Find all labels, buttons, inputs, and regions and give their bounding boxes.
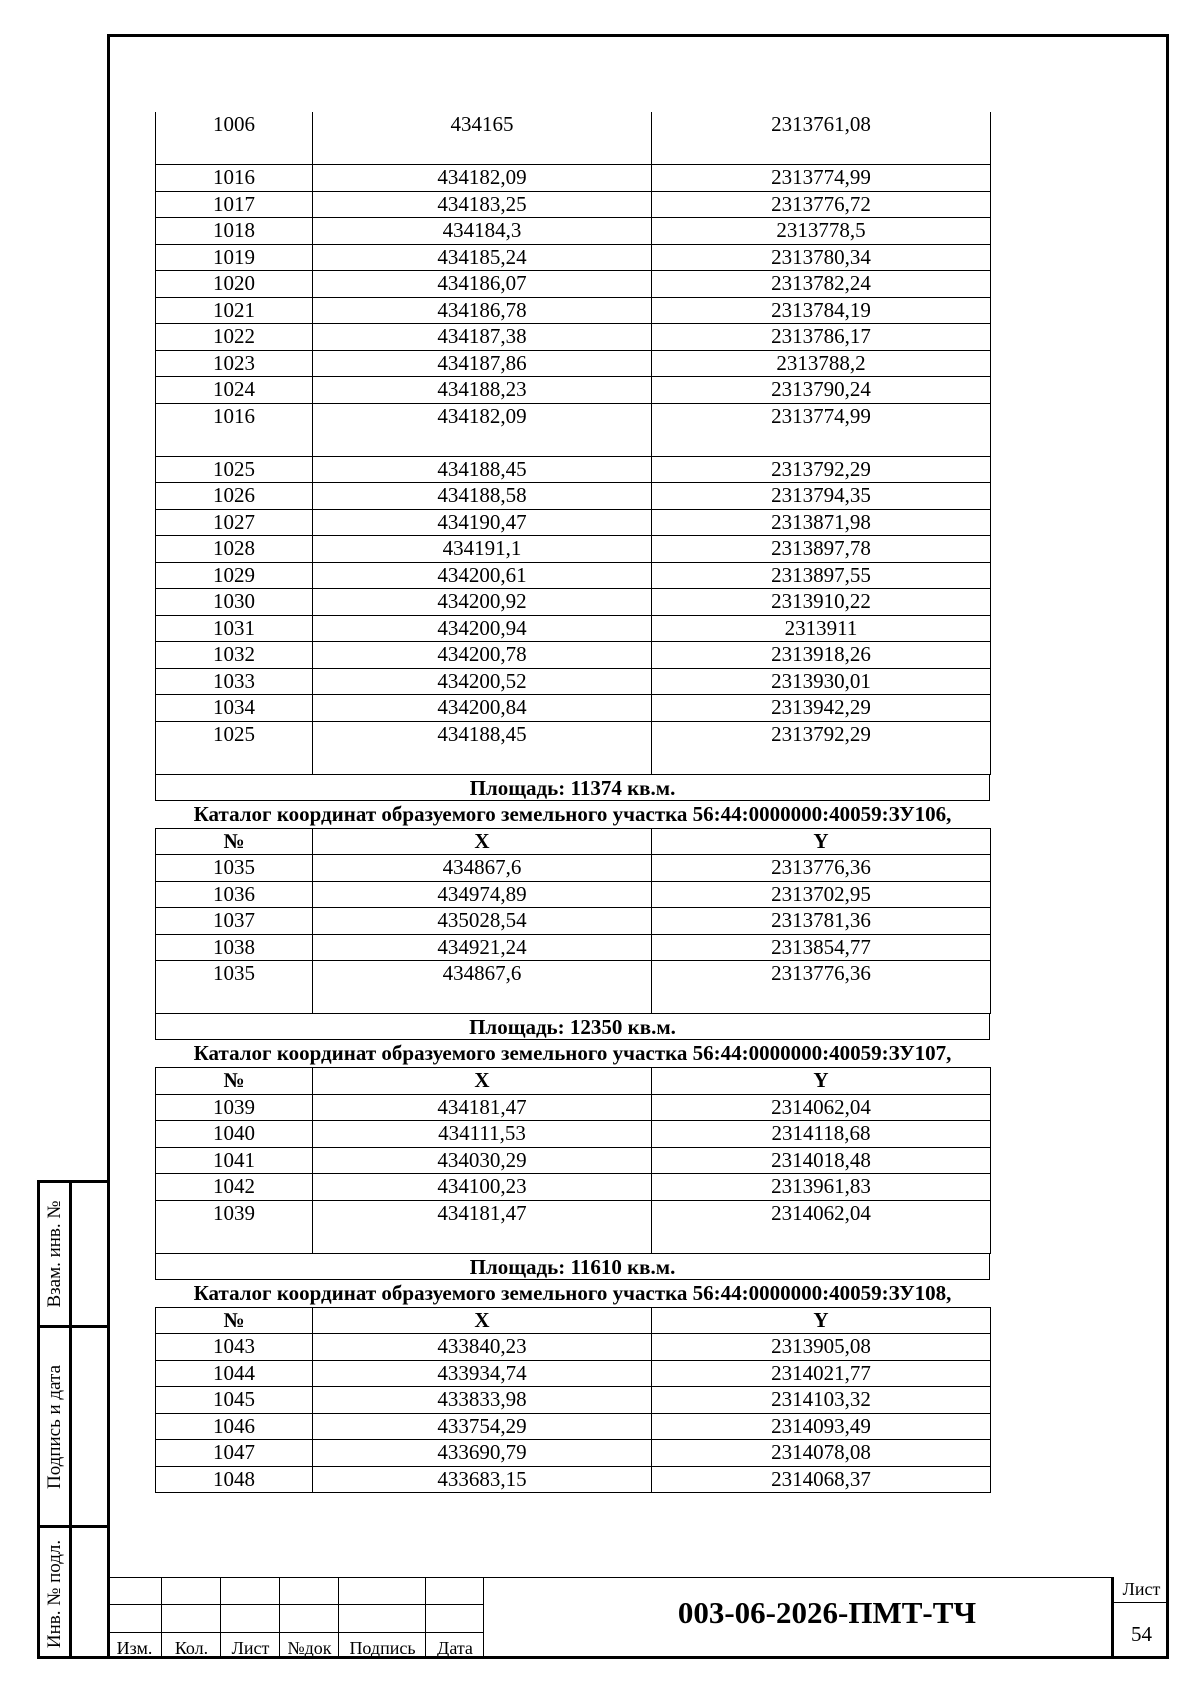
cell-x: 434186,78 <box>313 297 652 324</box>
cell-x: 434188,58 <box>313 483 652 510</box>
cell-n: 1037 <box>156 908 313 935</box>
cell-y: 2313774,99 <box>652 165 991 192</box>
side-cell-original-inv <box>40 1528 107 1659</box>
cell-n: 1020 <box>156 271 313 298</box>
cell-x: 434200,84 <box>313 695 652 722</box>
cell-y: 2313905,08 <box>652 1334 991 1361</box>
table-header-row <box>156 1307 991 1334</box>
cell-x: 434200,92 <box>313 589 652 616</box>
cell-y: 2313774,99 <box>652 403 991 456</box>
cell-n: 1018 <box>156 218 313 245</box>
cell-x: 434188,45 <box>313 456 652 483</box>
cell-y: 2313776,36 <box>652 961 991 1014</box>
cell-x: 434182,09 <box>313 165 652 192</box>
cell-n: 1035 <box>156 855 313 882</box>
cell-x: 434183,25 <box>313 191 652 218</box>
cell-y: 2313961,83 <box>652 1174 991 1201</box>
cell-n: 1021 <box>156 297 313 324</box>
cell-y: 2313897,55 <box>652 562 991 589</box>
stamp-col-doc-number: №док <box>287 1638 332 1658</box>
cell-n: 1041 <box>156 1147 313 1174</box>
cell-n: 1033 <box>156 668 313 695</box>
cell-n: 1023 <box>156 350 313 377</box>
header-cell-y: Y <box>652 1307 991 1334</box>
cell-n: 1025 <box>156 456 313 483</box>
cell-y: 2314093,49 <box>652 1413 991 1440</box>
cell-y: 2313790,24 <box>652 377 991 404</box>
stamp-col-count: Кол. <box>174 1638 209 1658</box>
cell-n: 1026 <box>156 483 313 510</box>
cell-y: 2313780,34 <box>652 244 991 271</box>
table-row <box>156 961 991 1014</box>
cell-y: 2314018,48 <box>652 1147 991 1174</box>
cell-x: 434200,52 <box>313 668 652 695</box>
table-header-row <box>156 828 991 855</box>
cell-y: 2314062,04 <box>652 1094 991 1121</box>
cell-y: 2313930,01 <box>652 668 991 695</box>
table-row <box>156 218 991 245</box>
cell-y: 2314078,08 <box>652 1440 991 1467</box>
table-row <box>156 1200 991 1253</box>
cell-y: 2314021,77 <box>652 1360 991 1387</box>
cell-y: 2313911 <box>652 615 991 642</box>
cell-x: 434191,1 <box>313 536 652 563</box>
table-row <box>156 324 991 351</box>
cell-n: 1017 <box>156 191 313 218</box>
cell-x: 433840,23 <box>313 1334 652 1361</box>
table-row <box>156 403 991 456</box>
side-cell-signature <box>40 1328 107 1528</box>
cell-y: 2313784,19 <box>652 297 991 324</box>
table-row <box>156 668 991 695</box>
cell-x: 434188,23 <box>313 377 652 404</box>
cell-n: 1029 <box>156 562 313 589</box>
cell-n: 1044 <box>156 1360 313 1387</box>
cell-n: 1030 <box>156 589 313 616</box>
cell-y: 2313792,29 <box>652 456 991 483</box>
cell-y: 2313918,26 <box>652 642 991 669</box>
cell-x: 434187,86 <box>313 350 652 377</box>
table-row <box>156 271 991 298</box>
catalog-title: Каталог координат образуемого земельного участка 56:44:0000000:40059:ЗУ108, <box>193 1280 952 1305</box>
cell-x: 434185,24 <box>313 244 652 271</box>
cell-x: 434165 <box>313 112 652 165</box>
cell-y: 2313792,29 <box>652 721 991 774</box>
table-row <box>156 1360 991 1387</box>
table-row <box>156 112 991 165</box>
coordinate-catalog <box>155 112 990 1493</box>
table-row <box>156 165 991 192</box>
cell-n: 1045 <box>156 1387 313 1414</box>
table-header-row <box>156 1068 991 1095</box>
cell-x: 434200,94 <box>313 615 652 642</box>
table-row <box>156 509 991 536</box>
stamp-col-sheet: Лист <box>231 1638 270 1658</box>
cell-n: 1040 <box>156 1121 313 1148</box>
cell-y: 2314118,68 <box>652 1121 991 1148</box>
table-row <box>156 695 991 722</box>
table-row <box>156 191 991 218</box>
cell-y: 2313782,24 <box>652 271 991 298</box>
cell-y: 2313786,17 <box>652 324 991 351</box>
cell-n: 1016 <box>156 403 313 456</box>
cell-y: 2313776,72 <box>652 191 991 218</box>
header-cell-n: № <box>156 828 313 855</box>
cell-n: 1016 <box>156 165 313 192</box>
cell-x: 433690,79 <box>313 1440 652 1467</box>
cell-n: 1048 <box>156 1466 313 1493</box>
cell-x: 434184,3 <box>313 218 652 245</box>
cell-x: 434974,89 <box>313 881 652 908</box>
table-row <box>156 562 991 589</box>
cell-n: 1025 <box>156 721 313 774</box>
cell-y: 2314103,32 <box>652 1387 991 1414</box>
cell-y: 2313702,95 <box>652 881 991 908</box>
cell-x: 434182,09 <box>313 403 652 456</box>
cell-x: 434186,07 <box>313 271 652 298</box>
title-block <box>107 1577 1169 1659</box>
cell-x: 434921,24 <box>313 934 652 961</box>
table-row <box>156 1387 991 1414</box>
cell-x: 433934,74 <box>313 1360 652 1387</box>
cell-y: 2313871,98 <box>652 509 991 536</box>
cell-y: 2313776,36 <box>652 855 991 882</box>
sheet-number: 54 <box>1131 1622 1152 1646</box>
area-total: Площадь: 11610 кв.м. <box>155 1254 990 1280</box>
cell-y: 2313788,2 <box>652 350 991 377</box>
coordinate-table <box>155 1307 991 1494</box>
cell-x: 433683,15 <box>313 1466 652 1493</box>
stamp-col-signature: Подпись <box>349 1638 416 1658</box>
cell-x: 434181,47 <box>313 1094 652 1121</box>
table-row <box>156 244 991 271</box>
cell-n: 1019 <box>156 244 313 271</box>
cell-x: 434100,23 <box>313 1174 652 1201</box>
table-row <box>156 934 991 961</box>
cell-y: 2313854,77 <box>652 934 991 961</box>
cell-n: 1038 <box>156 934 313 961</box>
cell-x: 434867,6 <box>313 855 652 882</box>
table-row <box>156 483 991 510</box>
table-row <box>156 1466 991 1493</box>
table-row <box>156 1121 991 1148</box>
side-label-signature-date: Подпись и дата <box>43 1364 65 1489</box>
table-row <box>156 1440 991 1467</box>
cell-y: 2313778,5 <box>652 218 991 245</box>
sheet-box <box>1111 1577 1169 1659</box>
cell-n: 1036 <box>156 881 313 908</box>
cell-n: 1035 <box>156 961 313 1014</box>
header-cell-x: X <box>313 1307 652 1334</box>
cell-x: 434030,29 <box>313 1147 652 1174</box>
cell-x: 434867,6 <box>313 961 652 1014</box>
coordinate-table <box>155 828 991 1015</box>
catalog-title: Каталог координат образуемого земельного участка 56:44:0000000:40059:ЗУ106, <box>193 801 952 826</box>
cell-n: 1034 <box>156 695 313 722</box>
cell-n: 1039 <box>156 1200 313 1253</box>
catalog-title: Каталог координат образуемого земельного участка 56:44:0000000:40059:ЗУ107, <box>193 1041 952 1065</box>
cell-n: 1024 <box>156 377 313 404</box>
cell-x: 434181,47 <box>313 1200 652 1253</box>
table-row <box>156 908 991 935</box>
cell-n: 1031 <box>156 615 313 642</box>
table-row <box>156 1174 991 1201</box>
cell-y: 2314068,37 <box>652 1466 991 1493</box>
cell-y: 2313942,29 <box>652 695 991 722</box>
cell-n: 1046 <box>156 1413 313 1440</box>
sheet-label: Лист <box>1122 1579 1161 1599</box>
cell-x: 433754,29 <box>313 1413 652 1440</box>
coordinate-table <box>155 112 991 775</box>
cell-n: 1043 <box>156 1334 313 1361</box>
cell-x: 434188,45 <box>313 721 652 774</box>
table-row <box>156 1147 991 1174</box>
cell-n: 1039 <box>156 1094 313 1121</box>
area-total: Площадь: 12350 кв.м. <box>155 1014 990 1040</box>
cell-y: 2313897,78 <box>652 536 991 563</box>
table-row <box>156 721 991 774</box>
table-row <box>156 589 991 616</box>
cell-n: 1042 <box>156 1174 313 1201</box>
header-cell-y: Y <box>652 828 991 855</box>
table-row <box>156 855 991 882</box>
table-row <box>156 350 991 377</box>
table-row <box>156 642 991 669</box>
table-row <box>156 297 991 324</box>
header-cell-x: X <box>313 828 652 855</box>
table-row <box>156 456 991 483</box>
stamp-col-change: Изм. <box>116 1638 153 1658</box>
cell-x: 435028,54 <box>313 908 652 935</box>
table-row <box>156 377 991 404</box>
side-label-replacement-inv: Взам. инв. № <box>43 1200 65 1308</box>
cell-n: 1032 <box>156 642 313 669</box>
stamp-col-date: Дата <box>437 1638 473 1658</box>
cell-y: 2313910,22 <box>652 589 991 616</box>
cell-y: 2314062,04 <box>652 1200 991 1253</box>
cell-n: 1027 <box>156 509 313 536</box>
cell-y: 2313794,35 <box>652 483 991 510</box>
cell-x: 434111,53 <box>313 1121 652 1148</box>
side-label-original-inv: Инв. № подл. <box>43 1539 65 1648</box>
table-row <box>156 615 991 642</box>
document-code: 003-06-2026-ПМТ-ТЧ <box>677 1595 977 1630</box>
cell-x: 434200,78 <box>313 642 652 669</box>
coordinate-table <box>155 1067 991 1254</box>
cell-x: 433833,98 <box>313 1387 652 1414</box>
cell-x: 434200,61 <box>313 562 652 589</box>
header-cell-n: № <box>156 1307 313 1334</box>
table-row <box>156 1413 991 1440</box>
cell-n: 1022 <box>156 324 313 351</box>
header-cell-n: № <box>156 1068 313 1095</box>
table-row <box>156 1334 991 1361</box>
cell-y: 2313761,08 <box>652 112 991 165</box>
side-stamp <box>37 1180 107 1659</box>
header-cell-x: X <box>313 1068 652 1095</box>
table-row <box>156 881 991 908</box>
area-total: Площадь: 11374 кв.м. <box>155 775 990 801</box>
cell-n: 1006 <box>156 112 313 165</box>
cell-n: 1047 <box>156 1440 313 1467</box>
table-row <box>156 1094 991 1121</box>
table-row <box>156 536 991 563</box>
cell-y: 2313781,36 <box>652 908 991 935</box>
header-cell-y: Y <box>652 1068 991 1095</box>
cell-x: 434190,47 <box>313 509 652 536</box>
side-cell-replacement <box>40 1183 107 1328</box>
cell-x: 434187,38 <box>313 324 652 351</box>
cell-n: 1028 <box>156 536 313 563</box>
